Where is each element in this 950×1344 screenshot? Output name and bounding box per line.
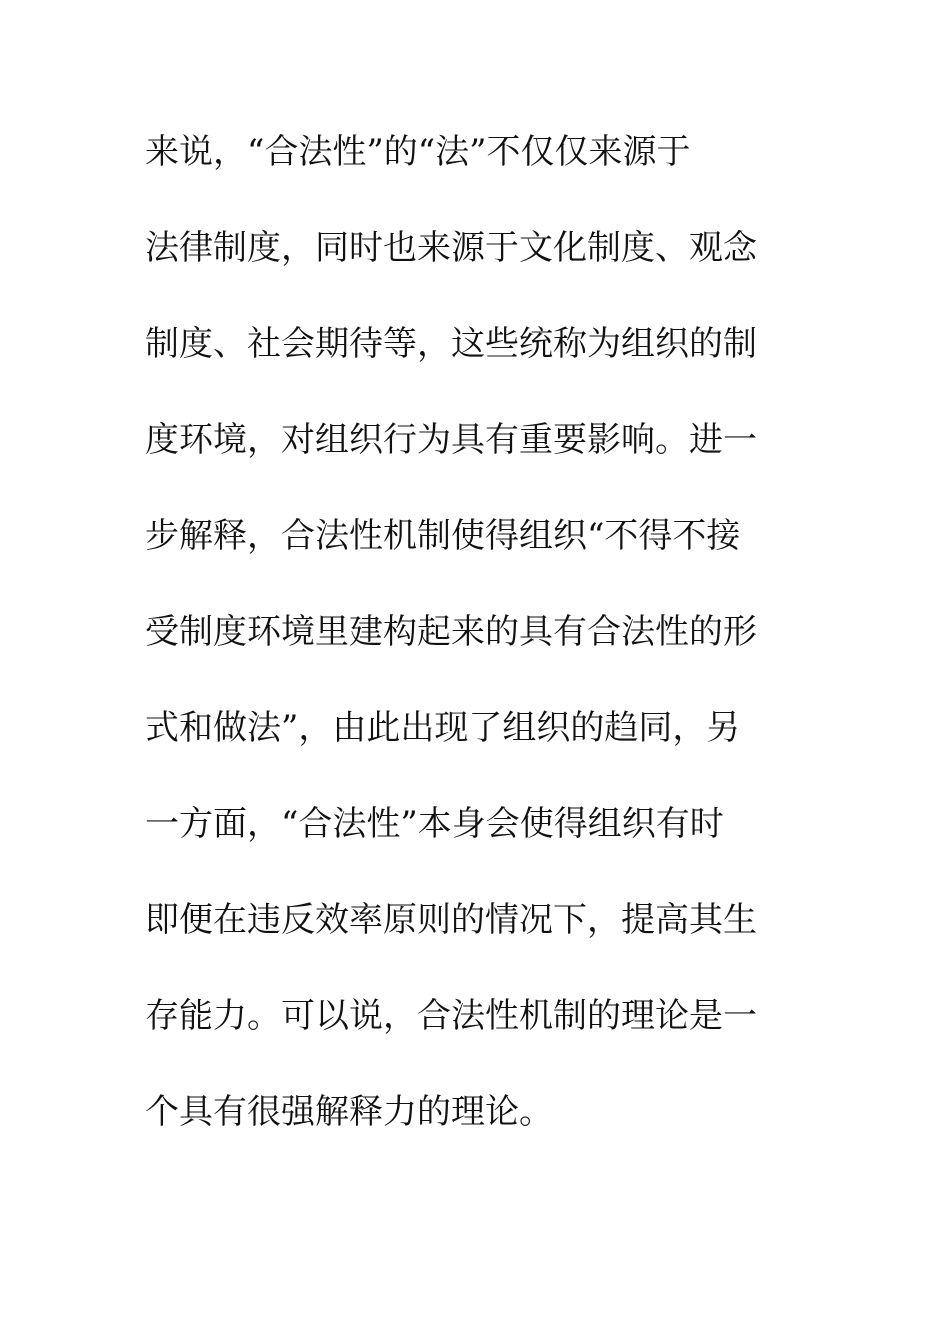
text-line-7: 式和做法”，由此出现了组织的趋同，另 — [145, 708, 741, 748]
text-line-11: 个具有很强解释力的理论。 — [145, 1092, 553, 1132]
body-paragraph — [145, 126, 825, 1182]
text-line-1: 来说，“合法性”的“法”不仅仅来源于 — [145, 132, 691, 172]
text-line-9: 即便在违反效率原则的情况下，提高其生 — [145, 900, 757, 940]
text-line-4: 度环境，对组织行为具有重要影响。进一 — [145, 420, 757, 460]
text-line-5: 步解释，合法性机制使得组织“不得不接 — [145, 516, 741, 556]
text-line-2: 法律制度，同时也来源于文化制度、观念 — [145, 228, 757, 268]
text-line-10: 存能力。可以说，合法性机制的理论是一 — [145, 996, 757, 1036]
text-line-8: 一方面，“合法性”本身会使得组织有时 — [145, 804, 724, 844]
text-line-6: 受制度环境里建构起来的具有合法性的形 — [145, 612, 757, 652]
text-line-3: 制度、社会期待等，这些统称为组织的制 — [145, 324, 757, 364]
